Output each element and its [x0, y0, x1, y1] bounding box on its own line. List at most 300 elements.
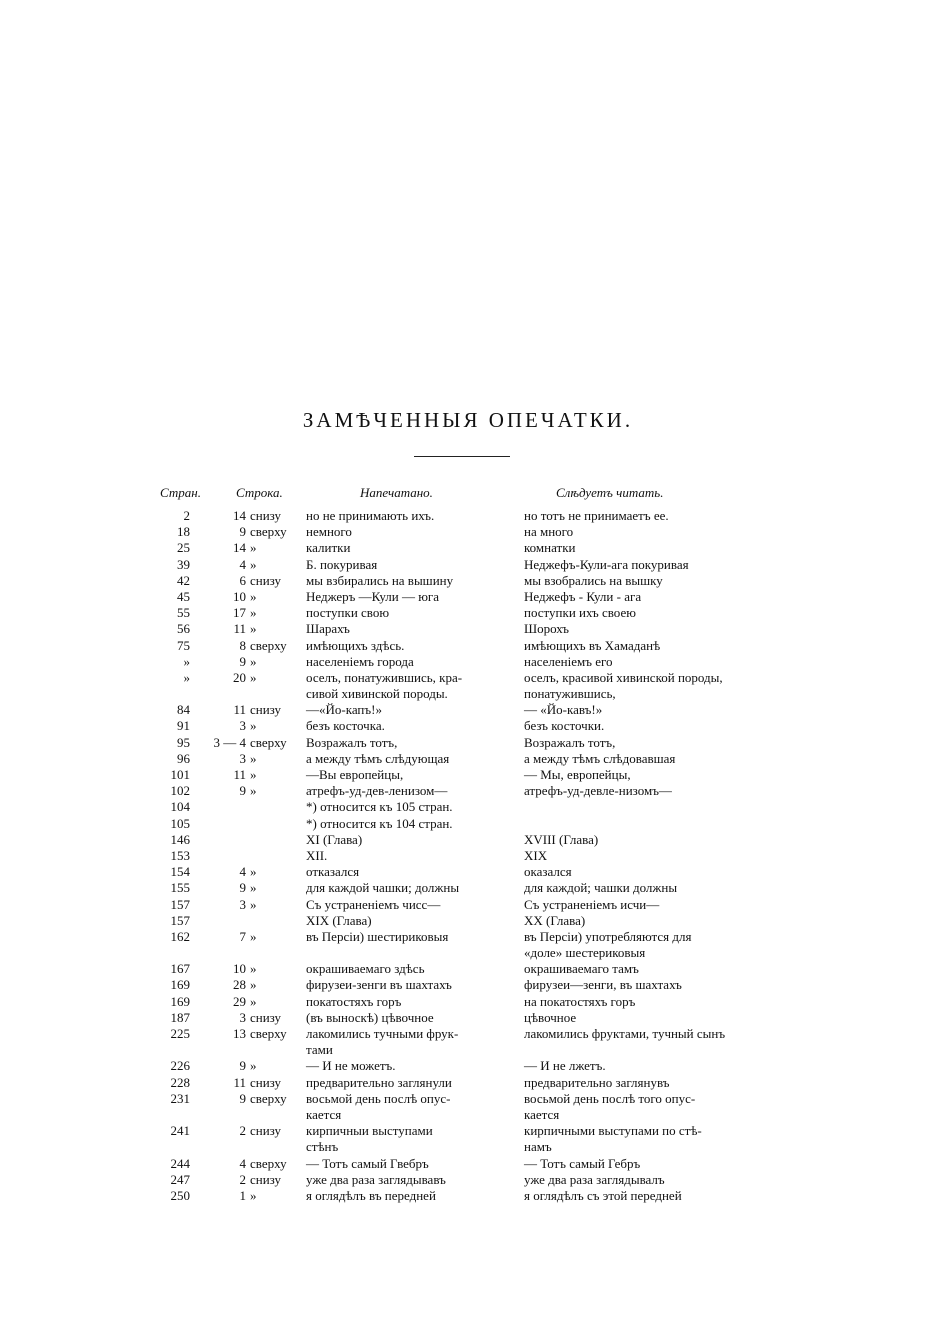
printed-line: оселъ, понатужившись, кра-: [306, 669, 463, 685]
errata-table: [0, 508, 936, 1204]
read-line: фирузеи—зенги, въ шахтахъ: [524, 977, 682, 993]
printed-line: (въ выноскѣ) цѣвочное: [306, 1009, 434, 1025]
cell-read: [524, 718, 776, 734]
cell-read: [524, 605, 776, 621]
table-row: [0, 929, 936, 961]
read-line: Неджефъ - Кули - ага: [524, 588, 642, 604]
printed-line: покатостяхъ горъ: [306, 993, 402, 1009]
cell-line: 3: [239, 718, 246, 734]
printed-line: мы взбирались на вышину: [306, 572, 454, 588]
printed-line: окрашиваемаго здѣсь: [306, 961, 425, 977]
cell-line: 9: [239, 880, 246, 896]
table-row: [0, 767, 936, 783]
cell-page: 155: [170, 880, 190, 896]
printed-line: населеніемъ города: [306, 653, 414, 669]
cell-direction: снизу: [250, 508, 282, 523]
cell-direction: »: [250, 588, 257, 604]
cell-page: 157: [170, 912, 190, 928]
cell-page: 231: [170, 1090, 190, 1106]
cell-page: 91: [177, 718, 190, 734]
cell-line: 3: [239, 1009, 246, 1025]
printed-line: но не принимають ихъ.: [306, 508, 435, 523]
cell-direction: »: [250, 977, 257, 993]
read-line: намъ: [524, 1139, 552, 1155]
cell-printed: [306, 670, 506, 702]
cell-page: 157: [170, 896, 190, 912]
read-line: безъ косточки.: [524, 718, 605, 734]
cell-direction: »: [250, 928, 257, 944]
cell-printed: [306, 1188, 506, 1204]
cell-read: [524, 977, 776, 993]
table-row: [0, 913, 936, 929]
cell-printed: [306, 540, 506, 556]
read-line: предварительно заглянувъ: [524, 1074, 670, 1090]
cell-page: 169: [170, 993, 190, 1009]
read-line: XVIII (Глава): [524, 831, 599, 847]
cell-line: 9: [239, 783, 246, 799]
read-line: уже два раза заглядывалъ: [524, 1171, 665, 1187]
cell-page: 244: [170, 1155, 190, 1171]
table-row: [0, 977, 936, 993]
table-row: [0, 799, 936, 815]
cell-page: 39: [177, 556, 190, 572]
column-header-page: Стран.: [160, 485, 201, 500]
cell-page: 162: [170, 928, 190, 944]
table-row: [0, 864, 936, 880]
cell-direction: »: [250, 556, 257, 572]
cell-line: 11: [233, 702, 246, 718]
cell-printed: [306, 589, 506, 605]
cell-printed: [306, 557, 506, 573]
cell-printed: [306, 702, 506, 718]
cell-printed: [306, 848, 506, 864]
table-row: [0, 897, 936, 913]
cell-read: [524, 735, 776, 751]
cell-line: 29: [233, 993, 246, 1009]
printed-line: кается: [306, 1107, 342, 1122]
cell-line: 8: [239, 637, 246, 653]
cell-page: 56: [177, 621, 190, 637]
printed-line: восьмой день послѣ опус-: [306, 1090, 451, 1106]
cell-page: 228: [170, 1074, 190, 1090]
read-line: а между тѣмъ слѣдовавшая: [524, 750, 676, 766]
cell-line: 11: [233, 621, 246, 637]
printed-line: —«Йо-капъ!»: [306, 702, 382, 718]
cell-direction: »: [250, 605, 257, 621]
read-line: атрефъ-уд-девле-низомъ—: [524, 783, 672, 799]
printed-line: фирузеи-зенги въ шахтахъ: [306, 977, 452, 993]
cell-direction: »: [250, 993, 257, 1009]
read-line: Неджефъ-Кули-ага покуривая: [524, 556, 689, 572]
cell-page: 104: [170, 799, 190, 815]
cell-line: 11: [233, 1074, 246, 1090]
cell-direction: снизу: [250, 572, 282, 588]
cell-page: 247: [170, 1171, 190, 1187]
cell-read: [524, 897, 776, 913]
printed-line: —Вы европейцы,: [306, 767, 404, 783]
cell-read: [524, 1172, 776, 1188]
cell-read: [524, 848, 776, 864]
cell-direction: »: [250, 767, 257, 783]
table-row: [0, 1172, 936, 1188]
cell-line: 7: [239, 928, 246, 944]
table-row: [0, 961, 936, 977]
cell-direction: »: [250, 718, 257, 734]
cell-direction: »: [250, 621, 257, 637]
cell-page: 55: [177, 605, 190, 621]
printed-line: Неджеръ —Кули — юга: [306, 588, 440, 604]
printed-line: XII.: [306, 847, 328, 863]
printed-line: предварительно заглянули: [306, 1074, 452, 1090]
cell-printed: [306, 654, 506, 670]
cell-read: [524, 832, 776, 848]
cell-printed: [306, 1156, 506, 1172]
cell-direction: »: [250, 896, 257, 912]
cell-direction: »: [250, 540, 257, 556]
cell-line: 17: [233, 605, 246, 621]
cell-read: [524, 929, 776, 961]
cell-printed: [306, 913, 506, 929]
cell-read: [524, 1058, 776, 1074]
read-line: — Мы, европейцы,: [524, 767, 631, 783]
read-line: я оглядѣлъ съ этой передней: [524, 1187, 682, 1203]
read-line: въ Персіи) употребляются для: [524, 928, 692, 944]
printed-line: Съ устраненіемъ чисс—: [306, 896, 441, 912]
read-line: кается: [524, 1107, 560, 1122]
cell-read: [524, 1091, 776, 1123]
table-row: [0, 621, 936, 637]
read-line: кирпичными выступами по стѣ-: [524, 1123, 702, 1139]
table-row: [0, 735, 936, 751]
cell-read: [524, 864, 776, 880]
printed-line: калитки: [306, 540, 351, 556]
cell-read: [524, 638, 776, 654]
cell-direction: »: [250, 783, 257, 799]
printed-line: а между тѣмъ слѣдующая: [306, 750, 450, 766]
cell-printed: [306, 621, 506, 637]
printed-line: — И не можетъ.: [306, 1058, 396, 1074]
read-line: на много: [524, 524, 574, 540]
cell-printed: [306, 994, 506, 1010]
printed-line: поступки свою: [306, 605, 390, 621]
table-row: [0, 1026, 936, 1058]
title-divider: [414, 456, 510, 457]
cell-read: [524, 1010, 776, 1026]
read-line: оказался: [524, 864, 572, 880]
cell-read: [524, 540, 776, 556]
cell-line: 14: [233, 540, 246, 556]
read-line: цѣвочное: [524, 1009, 577, 1025]
cell-printed: [306, 508, 506, 524]
cell-printed: [306, 1058, 506, 1074]
cell-printed: [306, 1172, 506, 1188]
cell-direction: »: [250, 750, 257, 766]
printed-line: сивой хивинской породы.: [306, 686, 448, 702]
cell-page: 42: [177, 572, 190, 588]
printed-line: XI (Глава): [306, 831, 363, 847]
cell-line: 9: [239, 1058, 246, 1074]
cell-printed: [306, 1075, 506, 1091]
cell-printed: [306, 767, 506, 783]
cell-page: 167: [170, 961, 190, 977]
table-row: [0, 783, 936, 799]
cell-line: 3: [239, 896, 246, 912]
cell-read: [524, 751, 776, 767]
column-header-printed: Напечатано.: [360, 485, 433, 500]
cell-line: 2: [239, 1171, 246, 1187]
cell-printed: [306, 897, 506, 913]
cell-page: 241: [170, 1123, 190, 1139]
cell-printed: [306, 977, 506, 993]
cell-direction: сверху: [250, 1155, 287, 1171]
cell-page: 102: [170, 783, 190, 799]
cell-printed: [306, 718, 506, 734]
printed-line: Возражалъ тотъ,: [306, 734, 398, 750]
cell-line: 4: [239, 556, 246, 572]
cell-printed: [306, 783, 506, 799]
cell-read: [524, 767, 776, 783]
table-row: [0, 589, 936, 605]
read-line: XIX: [524, 847, 548, 863]
table-row: [0, 638, 936, 654]
cell-read: [524, 589, 776, 605]
printed-line: *) относится къ 104 стран.: [306, 815, 453, 831]
cell-read: [524, 702, 776, 718]
cell-printed: [306, 1091, 506, 1123]
read-line: понатужившись,: [524, 686, 616, 702]
cell-page: 75: [177, 637, 190, 653]
cell-direction: »: [250, 669, 257, 685]
printed-line: въ Персіи) шестириковыя: [306, 928, 449, 944]
cell-printed: [306, 1026, 506, 1058]
cell-line: 9: [239, 653, 246, 669]
cell-direction: сверху: [250, 1026, 287, 1042]
cell-page: 146: [170, 831, 190, 847]
cell-read: [524, 880, 776, 896]
cell-line: 1: [239, 1187, 246, 1203]
read-line: Возражалъ тотъ,: [524, 734, 616, 750]
table-row: [0, 508, 936, 524]
cell-read: [524, 994, 776, 1010]
printed-line: Шарахъ: [306, 621, 350, 637]
cell-line: 4: [239, 1155, 246, 1171]
printed-line: немного: [306, 524, 352, 540]
table-row: [0, 1188, 936, 1204]
cell-printed: [306, 735, 506, 751]
cell-line: 20: [233, 669, 246, 685]
cell-read: [524, 1075, 776, 1091]
cell-direction: »: [250, 1058, 257, 1074]
table-row: [0, 605, 936, 621]
table-row: [0, 1010, 936, 1026]
cell-printed: [306, 573, 506, 589]
printed-line: лакомились тучными фрук-: [306, 1026, 459, 1042]
cell-direction: »: [250, 653, 257, 669]
cell-direction: »: [250, 880, 257, 896]
cell-line: 14: [233, 508, 246, 523]
cell-page: 226: [170, 1058, 190, 1074]
cell-page: 153: [170, 847, 190, 863]
read-line: окрашиваемаго тамъ: [524, 961, 639, 977]
printed-line: тами: [306, 1042, 333, 1058]
cell-direction: снизу: [250, 1123, 282, 1139]
read-line: «доле» шестериковыя: [524, 945, 646, 961]
table-row: [0, 573, 936, 589]
table-row: [0, 1091, 936, 1123]
cell-printed: [306, 961, 506, 977]
printed-line: я оглядѣлъ въ передней: [306, 1187, 436, 1203]
cell-read: [524, 573, 776, 589]
read-line: — Тотъ самый Гебръ: [524, 1155, 641, 1171]
cell-page: 250: [170, 1187, 190, 1203]
cell-line: 6: [239, 572, 246, 588]
cell-printed: [306, 1010, 506, 1026]
table-row: [0, 670, 936, 702]
cell-page: 154: [170, 864, 190, 880]
read-line: для каждой; чашки должны: [524, 880, 678, 896]
cell-line: 4: [239, 864, 246, 880]
cell-line: 9: [239, 524, 246, 540]
table-row: [0, 994, 936, 1010]
read-line: на покатостяхъ горъ: [524, 993, 636, 1009]
printed-line: кирпичныи выступами: [306, 1123, 433, 1139]
cell-line: 9: [239, 1090, 246, 1106]
cell-direction: снизу: [250, 1074, 282, 1090]
table-row: [0, 1058, 936, 1074]
printed-line: уже два раза заглядывавъ: [306, 1171, 446, 1187]
cell-printed: [306, 799, 506, 815]
printed-line: для каждой чашки; должны: [306, 880, 460, 896]
cell-printed: [306, 816, 506, 832]
table-row: [0, 816, 936, 832]
cell-direction: снизу: [250, 1009, 282, 1025]
cell-direction: »: [250, 961, 257, 977]
cell-direction: »: [250, 1187, 257, 1203]
cell-printed: [306, 524, 506, 540]
printed-line: безъ косточка.: [306, 718, 385, 734]
cell-read: [524, 1026, 776, 1042]
cell-direction: сверху: [250, 637, 287, 653]
cell-printed: [306, 864, 506, 880]
cell-line: 10: [233, 588, 246, 604]
table-row: [0, 880, 936, 896]
printed-line: атрефъ-уд-дев-ленизом—: [306, 783, 448, 799]
read-line: имѣющихъ въ Хамаданѣ: [524, 637, 661, 653]
read-line: лакомились фруктами, тучный сынъ: [524, 1026, 726, 1042]
cell-read: [524, 961, 776, 977]
printed-line: имѣющихъ здѣсь.: [306, 637, 405, 653]
cell-printed: [306, 638, 506, 654]
read-line: — «Йо-кавъ!»: [524, 702, 603, 718]
cell-line: 28: [233, 977, 246, 993]
cell-direction: сверху: [250, 1090, 287, 1106]
printed-line: *) относится къ 105 стран.: [306, 799, 453, 815]
cell-read: [524, 1188, 776, 1204]
read-line: Съ устраненіемъ исчи—: [524, 896, 660, 912]
cell-page: 45: [177, 588, 190, 604]
page-title: ЗАМѢЧЕННЫЯ ОПЕЧАТКИ.: [302, 408, 634, 432]
table-row: [0, 718, 936, 734]
table-row: [0, 1156, 936, 1172]
read-line: XX (Глава): [524, 912, 586, 928]
column-header-line: Строка.: [236, 485, 283, 500]
printed-line: XIX (Глава): [306, 912, 372, 928]
printed-line: отказался: [306, 864, 360, 880]
table-row: [0, 751, 936, 767]
cell-read: [524, 1123, 776, 1155]
cell-direction: снизу: [250, 1171, 282, 1187]
cell-line: 2: [239, 1123, 246, 1139]
cell-line: 3 — 4: [213, 734, 246, 750]
cell-page: 101: [170, 767, 190, 783]
cell-page: 25: [177, 540, 190, 556]
read-line: мы взобрались на вышку: [524, 572, 663, 588]
table-row: [0, 702, 936, 718]
cell-direction: снизу: [250, 702, 282, 718]
table-row: [0, 1075, 936, 1091]
read-line: восьмой день послѣ того опус-: [524, 1090, 696, 1106]
read-line: комнатки: [524, 540, 576, 556]
cell-line: 13: [233, 1026, 246, 1042]
read-line: оселъ, красивой хивинской породы,: [524, 669, 723, 685]
cell-page: 169: [170, 977, 190, 993]
table-row: [0, 1123, 936, 1155]
cell-direction: »: [250, 864, 257, 880]
cell-printed: [306, 832, 506, 848]
read-line: населеніемъ его: [524, 653, 613, 669]
cell-read: [524, 654, 776, 670]
cell-page: 96: [177, 750, 190, 766]
cell-direction: сверху: [250, 524, 287, 540]
cell-page: 2: [183, 508, 190, 523]
table-row: [0, 524, 936, 540]
table-row: [0, 832, 936, 848]
cell-read: [524, 783, 776, 799]
cell-printed: [306, 605, 506, 621]
cell-printed: [306, 751, 506, 767]
read-line: поступки ихъ своею: [524, 605, 636, 621]
cell-printed: [306, 880, 506, 896]
column-header-read: Слѣдуетъ читать.: [556, 485, 664, 500]
cell-read: [524, 1156, 776, 1172]
read-line: — И не лжетъ.: [524, 1058, 606, 1074]
cell-read: [524, 557, 776, 573]
printed-line: стѣнъ: [306, 1139, 339, 1155]
cell-page: »: [183, 669, 190, 685]
table-row: [0, 557, 936, 573]
cell-page: 187: [170, 1009, 190, 1025]
cell-printed: [306, 929, 506, 945]
cell-page: 225: [170, 1026, 190, 1042]
cell-page: 105: [170, 815, 190, 831]
table-row: [0, 848, 936, 864]
cell-page: »: [183, 653, 190, 669]
cell-line: 3: [239, 750, 246, 766]
table-row: [0, 654, 936, 670]
cell-read: [524, 508, 776, 524]
cell-read: [524, 670, 776, 702]
cell-direction: сверху: [250, 734, 287, 750]
cell-read: [524, 913, 776, 929]
cell-page: 84: [177, 702, 190, 718]
read-line: Шорохъ: [524, 621, 570, 637]
cell-read: [524, 524, 776, 540]
cell-line: 11: [233, 767, 246, 783]
read-line: но тотъ не принимаетъ ее.: [524, 508, 669, 523]
cell-read: [524, 621, 776, 637]
table-header: [0, 485, 936, 503]
cell-printed: [306, 1123, 506, 1155]
